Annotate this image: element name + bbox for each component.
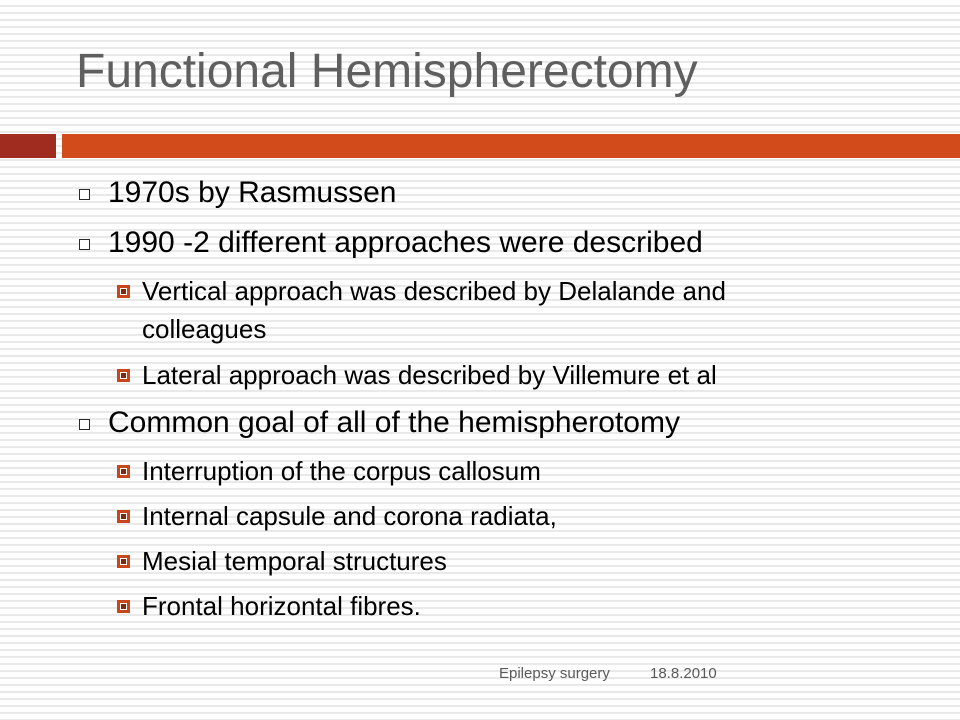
- footer-topic: Epilepsy surgery: [499, 665, 610, 682]
- square-bullet-icon: [79, 419, 90, 430]
- filled-square-bullet-icon: [117, 600, 130, 613]
- filled-square-bullet-icon: [117, 465, 130, 478]
- footer-date: 18.8.2010: [650, 665, 717, 682]
- sub-bullet-item: Vertical approach was described by Delalande and: [142, 276, 726, 306]
- bullet-item: 1970s by Rasmussen: [108, 176, 397, 209]
- square-bullet-icon: [79, 239, 90, 250]
- slide-title: Functional Hemispherectomy: [76, 45, 698, 98]
- sub-bullet-item-continuation: colleagues: [142, 314, 267, 344]
- sub-bullet-item: Lateral approach was described by Villemure et al: [142, 360, 717, 390]
- sub-bullet-item: Mesial temporal structures: [142, 546, 447, 576]
- sub-bullet-item: Internal capsule and corona radiata,: [142, 501, 557, 531]
- square-bullet-icon: [79, 189, 90, 200]
- sub-bullet-item: Interruption of the corpus callosum: [142, 456, 541, 486]
- sub-bullet-item: Frontal horizontal fibres.: [142, 591, 421, 621]
- filled-square-bullet-icon: [117, 369, 130, 382]
- filled-square-bullet-icon: [117, 285, 130, 298]
- filled-square-bullet-icon: [117, 510, 130, 523]
- filled-square-bullet-icon: [117, 555, 130, 568]
- bullet-item: 1990 -2 different approaches were described: [108, 226, 703, 259]
- bullet-item: Common goal of all of the hemispherotomy: [108, 406, 680, 439]
